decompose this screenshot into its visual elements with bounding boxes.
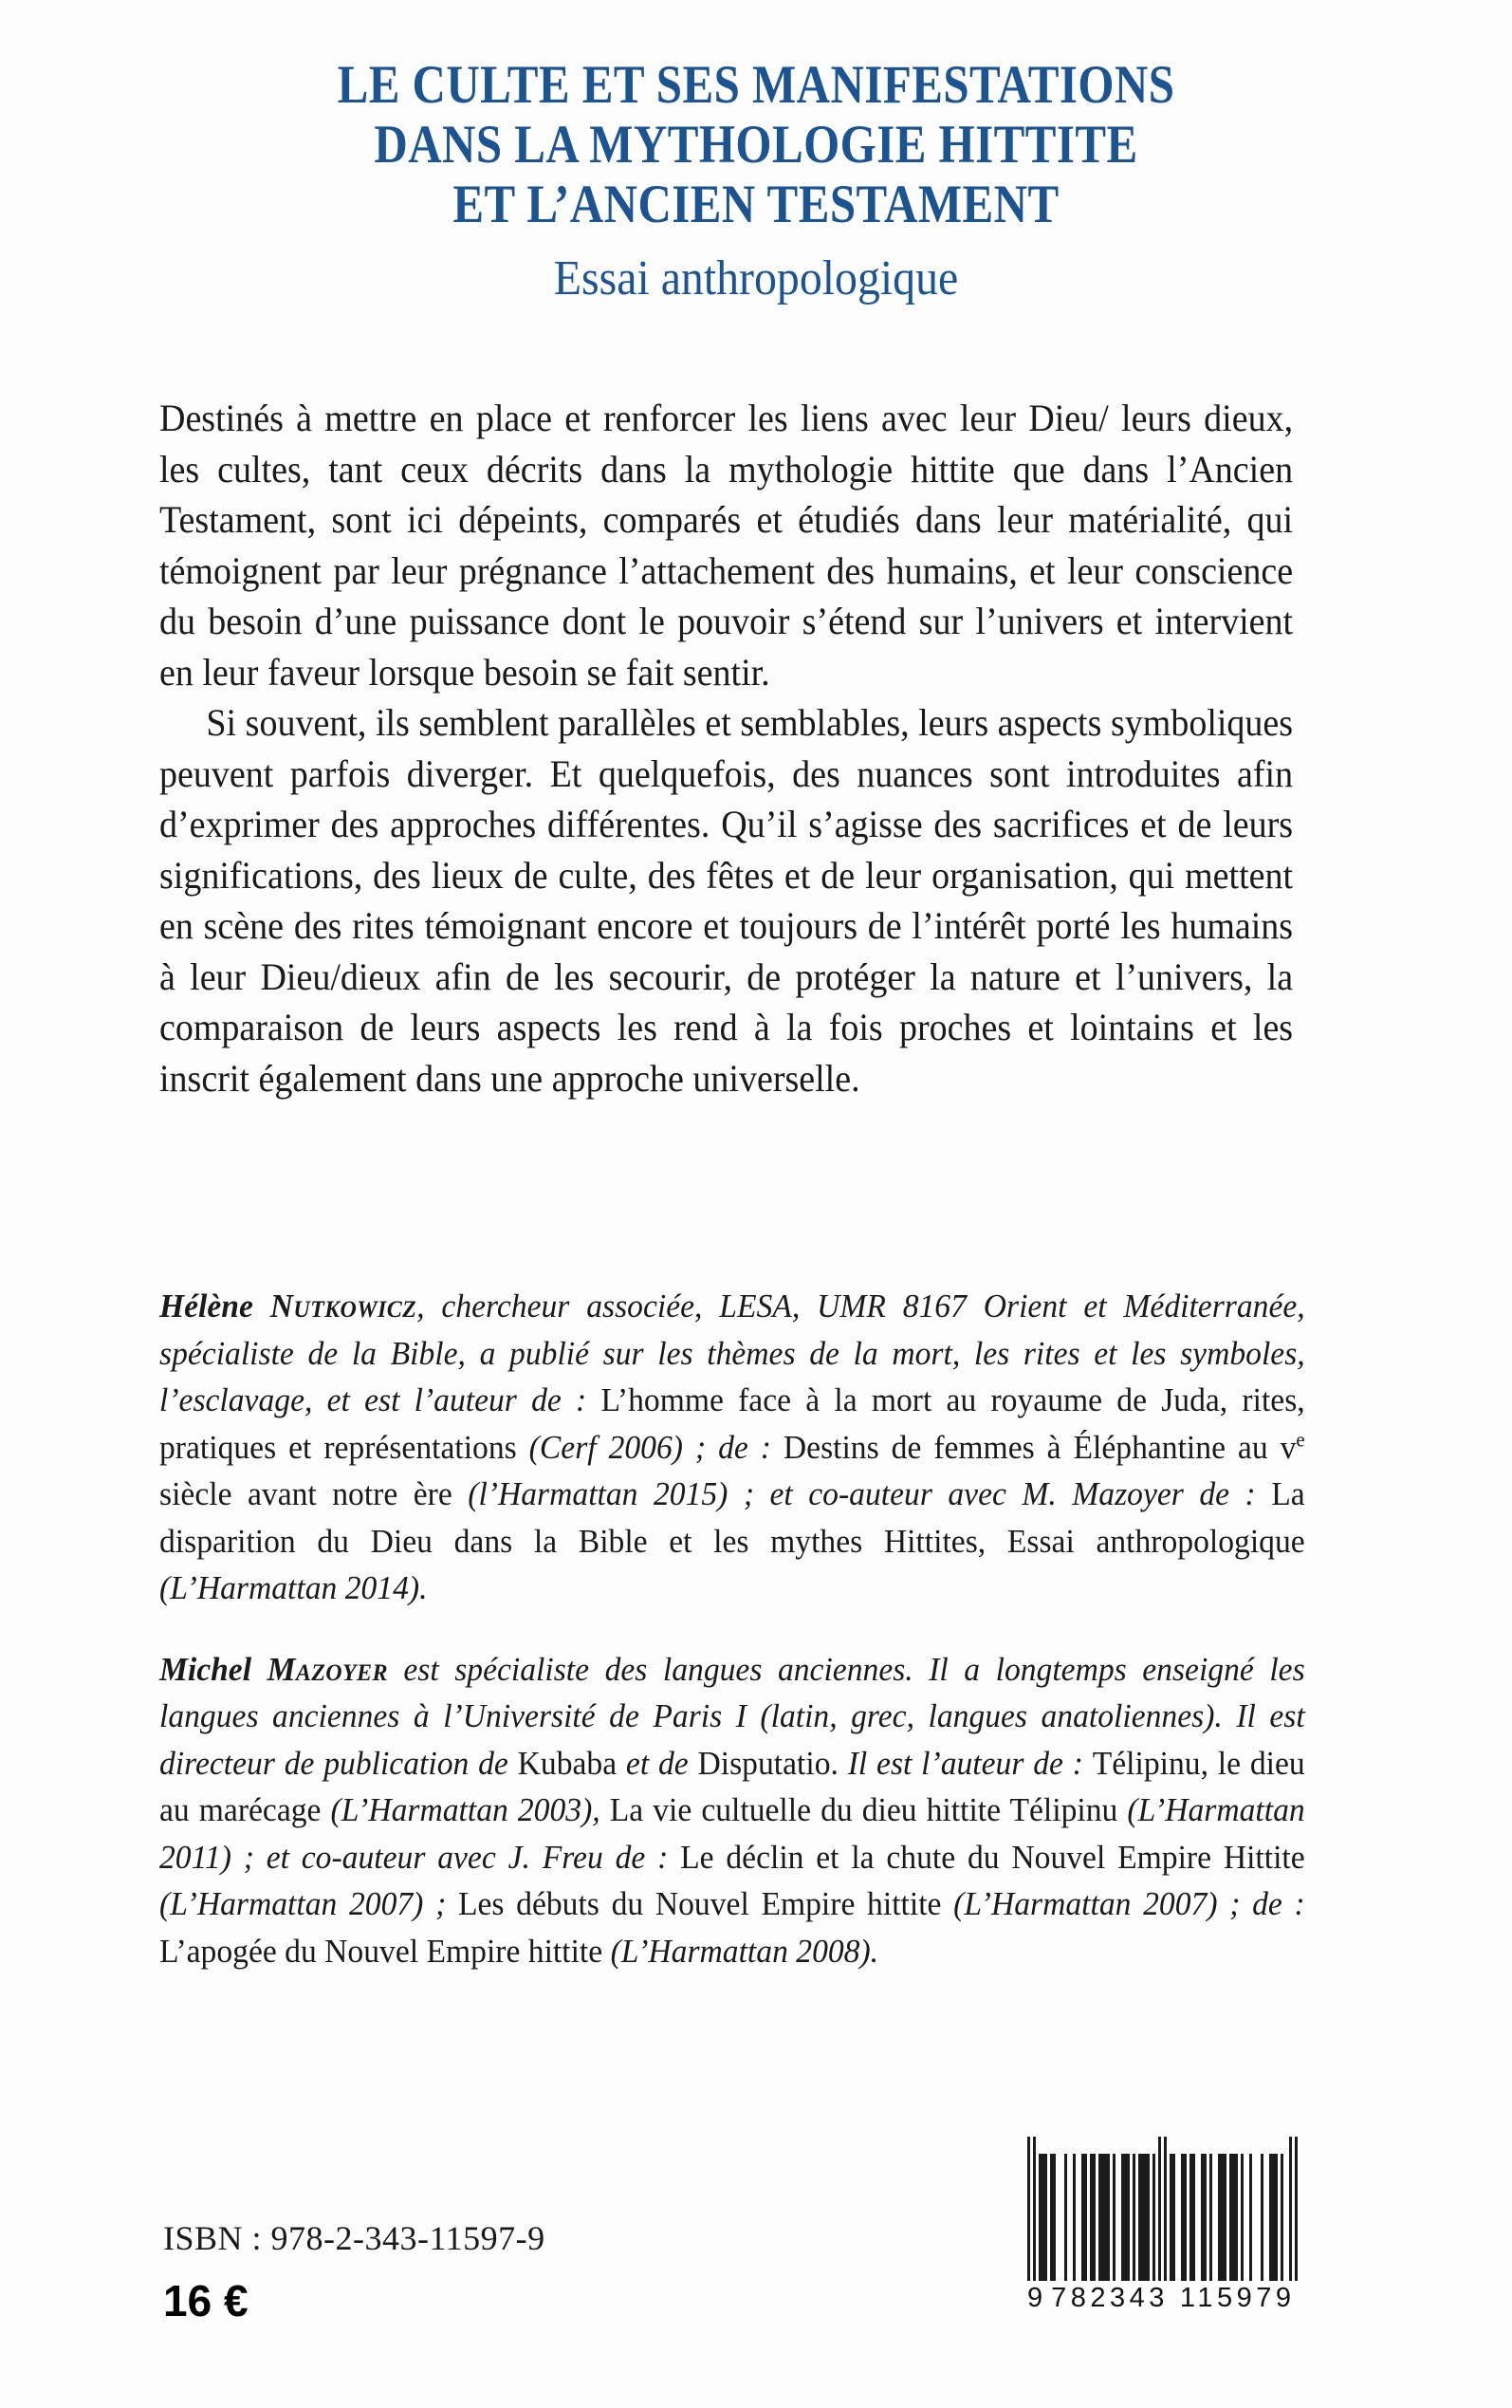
author2-work-2: La vie cultuelle du dieu hittite Télipinu <box>609 1791 1118 1828</box>
author2-segment-8: (L’Harmattan 2007) ; de : <box>941 1885 1305 1922</box>
author1-work-3: La disparition du Dieu dans la Bible et les mythes Hittites, Essai anthropologique <box>159 1475 1305 1560</box>
author2-segment-7: (L’Harmattan 2007) ; <box>159 1885 458 1922</box>
barcode-bars <box>1027 2137 1312 2281</box>
author1-segment-3: (l’Harmattan 2015) ; et co-auteur avec M. Mazoyer de : <box>452 1475 1272 1512</box>
author-bio-nutkowicz <box>159 1283 1305 1612</box>
barcode-left-group: 782343 <box>1051 2283 1169 2313</box>
author1-work-2-superscript: e <box>1296 1427 1305 1451</box>
book-title-line-2: DANS LA MYTHOLOGIE HITTITE <box>374 115 1138 175</box>
author2-firstname: Michel <box>159 1650 252 1688</box>
barcode-digits <box>1027 2283 1312 2314</box>
author-bio-mazoyer <box>159 1646 1305 1975</box>
book-title-line-1: LE CULTE ET SES MANIFESTATIONS <box>337 55 1175 115</box>
barcode-bar <box>1218 2154 1226 2281</box>
blurb-text <box>159 393 1293 1103</box>
blurb-paragraph-2: Si souvent, ils semblent parallèles et semblables, leurs aspects symboliques peuvent parfois diverger. Et quelquefois, des nuances sont introduites afin d’exprimer des approches différentes. Qu’il s’agisse des sacrifices et de leurs significations, des lieux de culte, des fêtes et de leur organisation, qui mettent en scène des rites témoignant encore et toujours de l’intérêt porté les humains à leur Dieu/dieux afin de les secourir, de protéger la nature et l’univers, la comparaison de leurs aspects les rend à la fois proches et lointains et les inscrit également dans une approche universelle. <box>159 701 1294 1100</box>
author1-segment-1: , chercheur associée, LESA, UMR 8167 Orient et Méditerranée, spécialiste de la Bible, a publié sur les thèmes de la mort, les rites et les symboles, l’esclavage, et est l’auteur de : <box>159 1287 1305 1418</box>
barcode-bar <box>1039 2154 1047 2281</box>
barcode-bar <box>1229 2154 1238 2281</box>
author2-surname: Mazoyer <box>267 1650 388 1688</box>
barcode-space <box>1252 2154 1261 2281</box>
barcode-bar <box>1295 2137 1298 2281</box>
barcode-space <box>1056 2154 1064 2281</box>
author2-segment-5: (L’Harmattan 2003), <box>321 1791 610 1828</box>
author2-segment-9: (L’Harmattan 2008). <box>602 1932 879 1970</box>
barcode-bar <box>1138 2154 1150 2281</box>
book-subtitle: Essai anthropologique <box>553 251 959 306</box>
author2-journal-1: Kubaba <box>517 1744 618 1782</box>
author-biographies <box>159 1283 1305 1974</box>
author2-segment-2: et de <box>617 1744 698 1782</box>
author2-segment-1: est spécialiste des langues anciennes. Il a longtemps enseigné les langues anciennes à l’Université de Paris I (latin, grec, langues anatoliennes). Il est directeur de publication de <box>159 1650 1305 1782</box>
blurb-paragraph-1: Destinés à mettre en place et renforcer les liens avec leur Dieu/ leurs dieux, les cultes, tant ceux décrits dans la mythologie hittite que dans l’Ancien Testament, sont ici dépeints, comparés et étudiés dans leur matérialité, qui témoignent par leur prégnance l’attachement des humains, et leur conscience du besoin d’une puissance dont le pouvoir s’étend sur l’univers et intervient en leur faveur lorsque besoin se fait sentir. <box>159 397 1294 694</box>
author1-firstname: Hélène <box>159 1287 253 1324</box>
barcode-bar <box>1098 2154 1110 2281</box>
barcode-lead-digit: 9 <box>1027 2283 1044 2313</box>
price-text: 16 € <box>163 2276 249 2325</box>
author2-journal-2: Disputatio <box>697 1744 831 1782</box>
author1-work-2-post: siècle avant notre ère <box>159 1475 452 1512</box>
author2-work-1: Télipinu, le dieu au marécage <box>159 1744 1305 1828</box>
author1-work-2-pre: Destins de femmes à Éléphantine au v <box>783 1428 1297 1466</box>
author2-segment-3: . <box>830 1744 848 1782</box>
barcode-bar <box>1121 2154 1130 2281</box>
barcode-bar <box>1269 2154 1278 2281</box>
author2-segment-4: Il est l’auteur de : <box>847 1744 1093 1782</box>
author1-work-1: L’homme face à la mort au royaume de Juda, rites, pratiques et représentations <box>159 1381 1305 1466</box>
barcode-right-group: 115979 <box>1179 2283 1296 2313</box>
author1-surname: Nutkowicz <box>269 1287 417 1324</box>
isbn-text: ISBN : 978-2-343-11597-9 <box>163 2219 545 2257</box>
author2-segment-6: (L’Harmattan 2011) ; et co-auteur avec J. Freu de : <box>159 1791 1305 1876</box>
author1-segment-4: (L’Harmattan 2014). <box>159 1569 428 1606</box>
ean13-barcode <box>1027 2137 1312 2314</box>
author1-segment-2: (Cerf 2006) ; de : <box>516 1428 784 1466</box>
author2-work-5: L’apogée du Nouvel Empire hittite <box>159 1932 603 1970</box>
author2-work-4: Les débuts du Nouvel Empire hittite <box>457 1885 942 1922</box>
title-block <box>0 55 1512 310</box>
book-title-line-3: ET L’ANCIEN TESTAMENT <box>452 175 1060 234</box>
author2-work-3: Le déclin et la chute du Nouvel Empire Hittite <box>680 1838 1305 1876</box>
